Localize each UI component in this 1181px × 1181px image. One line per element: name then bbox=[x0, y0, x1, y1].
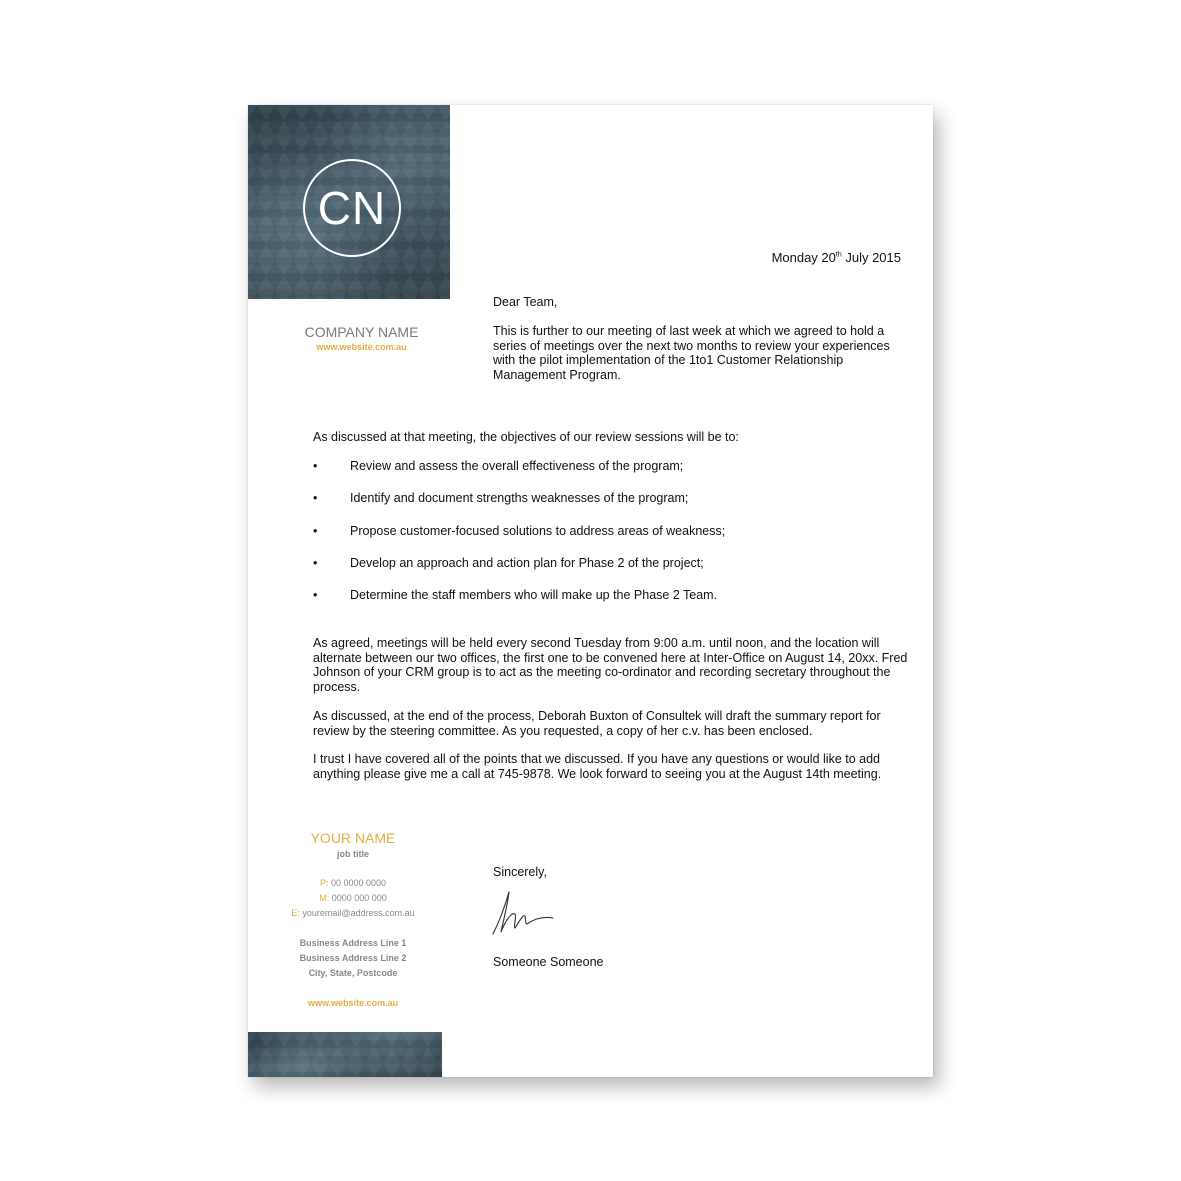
list-item: • Review and assess the overall effectiveness of the program; bbox=[313, 459, 684, 473]
meeting-schedule-paragraph: As agreed, meetings will be held every second Tuesday from 9:00 a.m. until noon, and the location will alternate between our two offices, the first one to be convened here at Inter-Office on August 14, 20xx. Fred Johnson of your CRM group is to act as the meeting co-ordinator and recording secretary throughout the process. bbox=[313, 636, 908, 694]
bullet-icon: • bbox=[313, 523, 318, 538]
email-line: E: youremail@address.com.au bbox=[291, 908, 415, 918]
signature-image bbox=[491, 888, 563, 938]
bullet-icon: • bbox=[313, 491, 318, 506]
closing-salutation: Sincerely, bbox=[493, 865, 547, 879]
sender-job-title: job title bbox=[337, 849, 369, 859]
bullet-icon: • bbox=[313, 555, 318, 570]
address-line-2: Business Address Line 2 bbox=[299, 953, 407, 963]
list-item: • Determine the staff members who will make up the Phase 2 Team. bbox=[313, 588, 718, 603]
signer-name: Someone Someone bbox=[493, 955, 604, 969]
sidebar-website: www.website.com.au bbox=[307, 998, 399, 1008]
address-line-3: City, State, Postcode bbox=[308, 968, 398, 978]
bullet-icon: • bbox=[313, 588, 318, 603]
list-item: • Develop an approach and action plan for Phase 2 of the project; bbox=[313, 555, 704, 570]
letterhead-page bbox=[248, 105, 933, 1077]
logo-pattern-block bbox=[248, 105, 450, 299]
intro-paragraph: This is further to our meeting of last week at which we agreed to hold a series of meetings over the next two months to review your experiences with the pilot implementation of the 1to1 Customer Relationship Management Program. bbox=[493, 324, 890, 382]
phone-line: P: 00 0000 0000 bbox=[319, 878, 387, 888]
mobile-line: M: 0000 000 000 bbox=[319, 893, 387, 903]
company-website: www.website.com.au bbox=[316, 342, 407, 352]
list-item: • Propose customer-focused solutions to address areas of weakness; bbox=[313, 523, 726, 538]
address-line-1: Business Address Line 1 bbox=[299, 938, 407, 948]
objectives-list bbox=[313, 459, 813, 620]
letter-date: Monday 20th July 2015 bbox=[771, 250, 901, 265]
closing-paragraph: I trust I have covered all of the points that we discussed. If you have any questions or would like to add anything please give me a call at 745-9878. We look forward to seeing you at the August 14th meeting. bbox=[313, 752, 882, 781]
list-item: • Identify and document strengths weaknesses of the program; bbox=[313, 491, 689, 506]
company-name: COMPANY NAME bbox=[304, 324, 419, 340]
bullet-icon: • bbox=[313, 459, 318, 473]
company-logo: CN bbox=[303, 159, 401, 257]
objectives-lead: As discussed at that meeting, the objectives of our review sessions will be to: bbox=[313, 430, 739, 444]
footer-pattern-block bbox=[248, 1032, 442, 1077]
sender-name: YOUR NAME bbox=[310, 830, 396, 846]
summary-report-paragraph: As discussed, at the end of the process, Deborah Buxton of Consultek will draft the summary report for review by the steering committee. As you requested, a copy of her c.v. has been enclosed. bbox=[313, 709, 881, 738]
salutation: Dear Team, bbox=[493, 295, 558, 309]
